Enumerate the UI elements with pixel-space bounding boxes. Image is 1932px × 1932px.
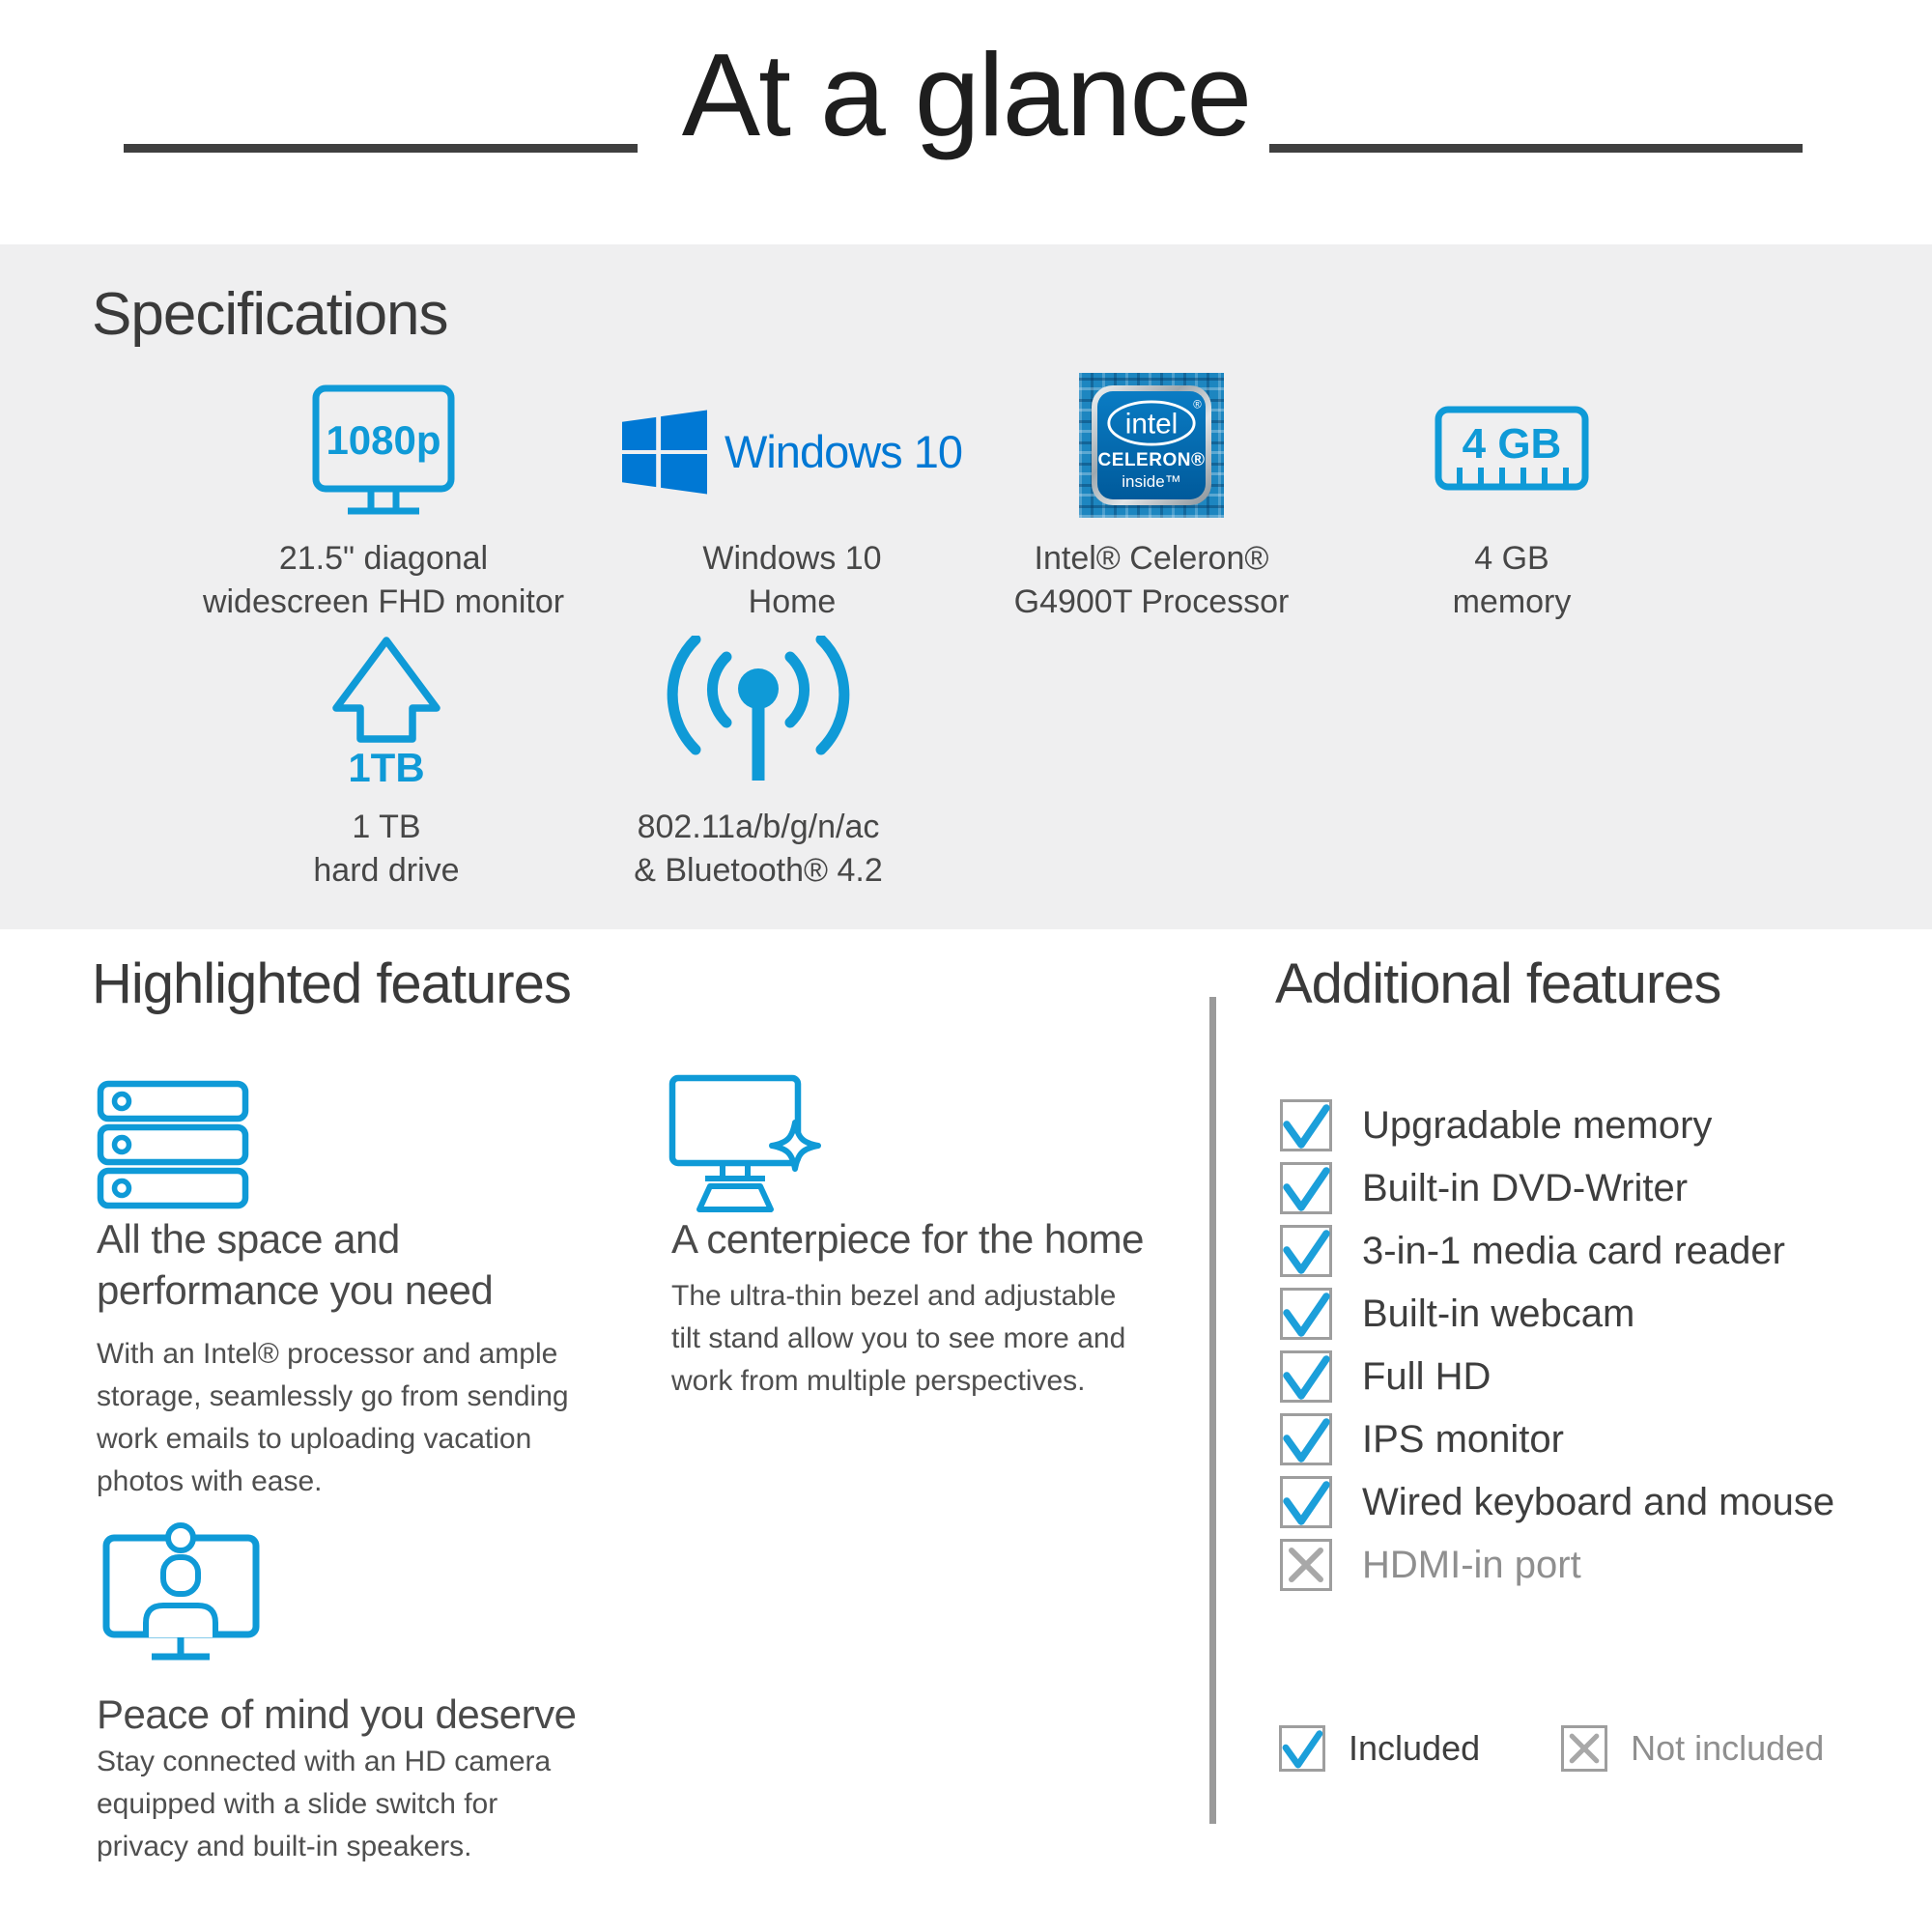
legend (1279, 1725, 1824, 1772)
memory-icon (1299, 372, 1724, 531)
hard-drive-size-label: 1TB (348, 745, 425, 790)
feature-body: The ultra-thin bezel and adjustable tilt stand allow you to see more and work from multiple perspectives. (671, 1280, 1126, 1397)
title-rule-left (124, 144, 638, 153)
checklist-item: Wired keyboard and mouse (1280, 1476, 1834, 1528)
column-divider (1209, 997, 1216, 1824)
check-icon (1279, 1725, 1325, 1772)
svg-text:intel: intel (1124, 408, 1179, 440)
spec-caption: 21.5" diagonal widescreen FHD monitor (202, 540, 565, 620)
windows-logo-text: Windows 10 (724, 426, 962, 477)
windows-10-logo (622, 409, 962, 496)
specifications-heading: Specifications (92, 281, 448, 348)
legend-not-included-label: Not included (1631, 1728, 1825, 1768)
storage-stack-icon (97, 1080, 256, 1220)
spec-caption: 802.11a/b/g/n/ac & Bluetooth® 4.2 (634, 809, 883, 889)
svg-text:1080p: 1080p (326, 416, 441, 463)
hard-drive-icon (174, 626, 599, 800)
check-icon (1280, 1099, 1332, 1151)
title-rule-right (1269, 144, 1803, 153)
checklist-item: Upgradable memory (1280, 1099, 1834, 1151)
check-icon (1280, 1288, 1332, 1340)
checklist-item: IPS monitor (1280, 1413, 1834, 1465)
legend-included-label: Included (1349, 1728, 1481, 1768)
spec-item-hard-drive (174, 626, 599, 893)
check-icon (1280, 1350, 1332, 1403)
intel-celeron-badge: intel ® CELERON® inside™ (1079, 373, 1224, 518)
spec-item-memory (1299, 372, 1724, 624)
spec-item-monitor (171, 372, 596, 624)
check-icon (1280, 1225, 1332, 1277)
check-icon (1280, 1476, 1332, 1528)
webcam-person-icon (101, 1519, 270, 1670)
feature-title: All the space and performance you need (97, 1216, 494, 1313)
check-icon (1280, 1413, 1332, 1465)
additional-features-list (1280, 1099, 1834, 1591)
spec-caption: 1 TB hard drive (313, 809, 460, 889)
checklist-item: 3-in-1 media card reader (1280, 1225, 1834, 1277)
highlighted-features-heading: Highlighted features (92, 952, 571, 1015)
spec-caption: Intel® Celeron® G4900T Processor (1013, 540, 1290, 620)
feature-title: A centerpiece for the home (671, 1216, 1144, 1262)
checklist-item: Built-in webcam (1280, 1288, 1834, 1340)
feature-body: Stay connected with an HD camera equipped with a slide switch for privacy and built-in speakers. (97, 1746, 552, 1862)
spec-item-wireless (546, 626, 971, 893)
spec-caption: 4 GB memory (1452, 540, 1572, 620)
check-icon (1280, 1162, 1332, 1214)
page-title: At a glance (681, 29, 1251, 160)
spec-caption: Windows 10 Home (702, 540, 882, 620)
svg-text:®: ® (1193, 399, 1202, 412)
svg-text:4 GB: 4 GB (1462, 419, 1562, 468)
x-icon (1280, 1539, 1332, 1591)
feature-title: Peace of mind you deserve (97, 1691, 577, 1737)
monitor-1080p-icon (171, 372, 596, 531)
checklist-item: Full HD (1280, 1350, 1834, 1403)
feature-body: With an Intel® processor and ample storage, seamlessly go from sending work emails to uploading vacation photos with ease. (97, 1338, 569, 1497)
monitor-sparkle-icon (667, 1072, 836, 1222)
checklist-item: HDMI-in port (1280, 1539, 1834, 1591)
windows-flag-icon (622, 409, 707, 496)
checklist-item: Built-in DVD-Writer (1280, 1162, 1834, 1214)
x-icon (1561, 1725, 1607, 1772)
additional-features-heading: Additional features (1275, 952, 1721, 1015)
wireless-antenna-icon (546, 626, 971, 800)
